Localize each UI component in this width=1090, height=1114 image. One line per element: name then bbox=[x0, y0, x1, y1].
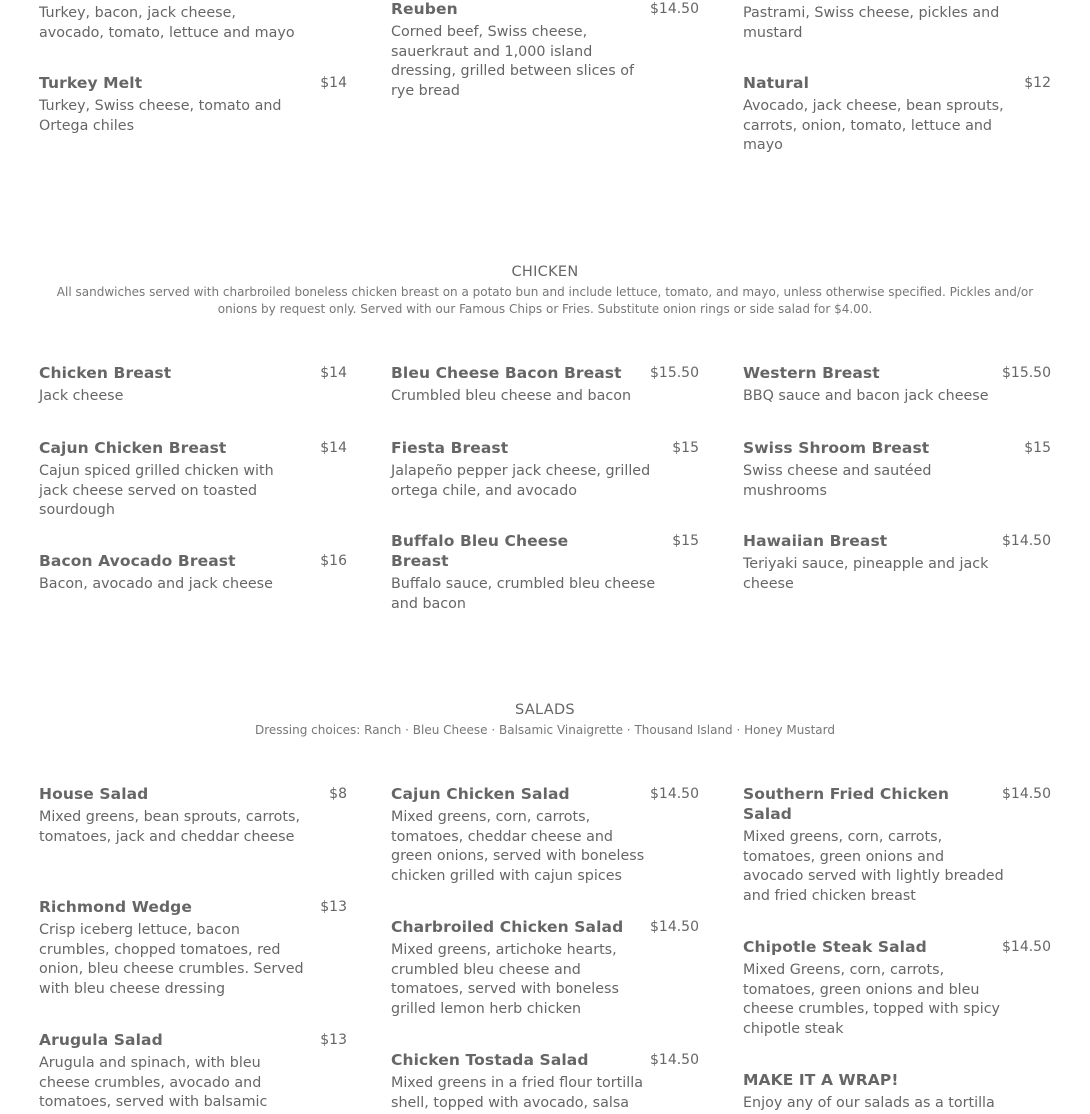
section-title-salads: SALADS bbox=[515, 702, 575, 718]
menu-item-description: Mixed greens, artichoke hearts, crumbled bleu cheese and tomatoes, served with boneless grilled lemon herb chicken bbox=[391, 942, 619, 1017]
menu-item-description: Turkey, Swiss cheese, tomato and Ortega chiles bbox=[39, 98, 282, 134]
menu-item-name: Bacon Avocado Breast bbox=[39, 552, 236, 570]
menu-item-name: Chicken Breast bbox=[39, 364, 172, 382]
menu-item-price: $14.50 bbox=[650, 919, 699, 935]
menu-item-description: BBQ sauce and bacon jack cheese bbox=[743, 388, 989, 404]
menu-item bbox=[391, 784, 699, 886]
menu-item-description: Mixed Greens, corn, carrots, tomatoes, green onions and bleu cheese crumbles, topped with spicy chipotle steak bbox=[743, 962, 1001, 1037]
menu-item-name: Chicken Tostada Salad bbox=[391, 1051, 589, 1069]
menu-item-price: $14.50 bbox=[1002, 786, 1051, 802]
menu-item-name: Bleu Cheese Bacon Breast bbox=[391, 364, 622, 382]
menu-item-name: Western Breast bbox=[743, 364, 880, 382]
menu-item bbox=[391, 917, 699, 1019]
menu-item-description: Bacon, avocado and jack cheese bbox=[39, 576, 273, 592]
menu-item-price: $14 bbox=[320, 75, 347, 91]
menu-item-price: $14.50 bbox=[650, 1, 699, 17]
menu-item-price: $14 bbox=[320, 365, 347, 381]
menu-item-description: Swiss cheese and sautéed mushrooms bbox=[743, 463, 932, 499]
menu-item-price: $14.50 bbox=[650, 1052, 699, 1068]
menu-item-name: Buffalo Bleu Cheese Breast bbox=[391, 532, 569, 570]
menu-item-description: Corned beef, Swiss cheese, sauerkraut and 1,000 island dressing, grilled between slices of rye bread bbox=[391, 24, 635, 99]
menu-item-price: $14.50 bbox=[650, 786, 699, 802]
menu-item bbox=[39, 1030, 347, 1113]
menu-item-description: Avocado, jack cheese, bean sprouts, carrots, onion, tomato, lettuce and mayo bbox=[743, 98, 1004, 154]
menu-item-price: $15.50 bbox=[650, 365, 699, 381]
menu-item-price: $14 bbox=[320, 440, 347, 456]
menu-item-name: Swiss Shroom Breast bbox=[743, 439, 930, 457]
menu-item-price: $15 bbox=[672, 440, 699, 456]
menu-item bbox=[39, 784, 347, 847]
menu-item-name: Chipotle Steak Salad bbox=[743, 938, 927, 956]
menu-item-name: Cajun Chicken Salad bbox=[391, 785, 570, 803]
menu-item bbox=[391, 438, 699, 501]
menu-item-turkey-club bbox=[39, 4, 347, 43]
menu-item bbox=[39, 363, 347, 407]
menu-item-name: Turkey Melt bbox=[39, 74, 143, 92]
menu-item-name: Reuben bbox=[391, 0, 458, 18]
section-note-chicken: All sandwiches served with charbroiled boneless chicken breast on a potato bun and include lettuce, tomato, and mayo, unless otherwise specified. Pickles and/or onions by request only. Served with our Famous Chips or Fries. Substitute onion rings or side salad for $4.00. bbox=[56, 285, 1034, 316]
menu-item-description: Mixed greens, bean sprouts, carrots, tomatoes, jack and cheddar cheese bbox=[39, 809, 301, 845]
menu-item-name: Arugula Salad bbox=[39, 1031, 163, 1049]
menu-item-price: $13 bbox=[320, 1032, 347, 1048]
menu-item-name: Richmond Wedge bbox=[39, 898, 192, 916]
menu-item-price: $15.50 bbox=[1002, 365, 1051, 381]
menu-item bbox=[391, 363, 699, 407]
menu-item bbox=[391, 1050, 699, 1113]
menu-item-description: Jack cheese bbox=[39, 388, 124, 404]
menu-item-description: Mixed greens in a fried flour tortilla shell, topped with avocado, salsa bbox=[391, 1075, 643, 1111]
menu-item-name: MAKE IT A WRAP! bbox=[743, 1071, 899, 1089]
menu-item-reuben bbox=[391, 0, 699, 101]
menu-item bbox=[39, 551, 347, 595]
menu-item-description: Turkey, bacon, jack cheese, avocado, tomato, lettuce and mayo bbox=[39, 5, 295, 41]
menu-item-price: $15 bbox=[672, 533, 699, 549]
menu-item-price: $14.50 bbox=[1002, 533, 1051, 549]
menu-item bbox=[39, 438, 347, 521]
menu-item-name: Southern Fried Chicken Salad bbox=[743, 785, 949, 823]
menu-item bbox=[743, 438, 1051, 501]
menu-item-natural bbox=[743, 73, 1051, 156]
section-note-salads: Dressing choices: Ranch · Bleu Cheese · Balsamic Vinaigrette · Thousand Island · Honey Mustard bbox=[254, 723, 835, 737]
menu-item bbox=[743, 784, 1051, 906]
menu-item-price: $14.50 bbox=[1002, 939, 1051, 955]
menu-item-name: Hawaiian Breast bbox=[743, 532, 888, 550]
menu-item-name: Charbroiled Chicken Salad bbox=[391, 918, 624, 936]
menu-item-description: Mixed greens, corn, carrots, tomatoes, green onions and avocado served with lightly breaded and fried chicken breast bbox=[743, 829, 1004, 904]
menu-item-price: $8 bbox=[329, 786, 347, 802]
menu-item-description: Arugula and spinach, with bleu cheese crumbles, avocado and tomatoes, served with balsamic bbox=[39, 1055, 268, 1111]
menu-item-pastrami bbox=[743, 4, 1051, 43]
menu-item-name: Fiesta Breast bbox=[391, 439, 509, 457]
menu-item-description: Teriyaki sauce, pineapple and jack cheese bbox=[743, 556, 989, 592]
menu-item-description: Jalapeño pepper jack cheese, grilled ortega chile, and avocado bbox=[391, 463, 651, 499]
menu-item-name: Cajun Chicken Breast bbox=[39, 439, 227, 457]
menu-item-name: House Salad bbox=[39, 785, 149, 803]
menu-item-price: $12 bbox=[1024, 75, 1051, 91]
menu-item-description: Pastrami, Swiss cheese, pickles and mustard bbox=[743, 5, 1000, 41]
menu-item-description: Cajun spiced grilled chicken with jack cheese served on toasted sourdough bbox=[39, 463, 274, 519]
menu-item-description: Buffalo sauce, crumbled bleu cheese and bacon bbox=[391, 576, 656, 612]
menu-item-description: Enjoy any of our salads as a tortilla bbox=[743, 1095, 995, 1111]
menu-item bbox=[39, 897, 347, 999]
menu-item bbox=[743, 531, 1051, 594]
menu-item-price: $13 bbox=[320, 899, 347, 915]
menu-item-make-it-a-wrap bbox=[743, 1070, 1051, 1114]
menu-item bbox=[391, 531, 699, 614]
menu-item-price: $16 bbox=[320, 553, 347, 569]
menu-item-description: Crumbled bleu cheese and bacon bbox=[391, 388, 632, 404]
menu-item-turkey-melt bbox=[39, 73, 347, 136]
section-title-chicken: CHICKEN bbox=[511, 264, 579, 280]
menu-item-description: Mixed greens, corn, carrots, tomatoes, cheddar cheese and green onions, served with boneless chicken grilled with cajun spices bbox=[391, 809, 645, 884]
menu-item-name: Natural bbox=[743, 74, 809, 92]
menu-item bbox=[743, 363, 1051, 407]
menu-item bbox=[743, 937, 1051, 1039]
menu-item-description: Crisp iceberg lettuce, bacon crumbles, chopped tomatoes, red onion, bleu cheese crumbles. Served with bleu cheese dressing bbox=[39, 922, 304, 997]
menu-item-price: $15 bbox=[1024, 440, 1051, 456]
